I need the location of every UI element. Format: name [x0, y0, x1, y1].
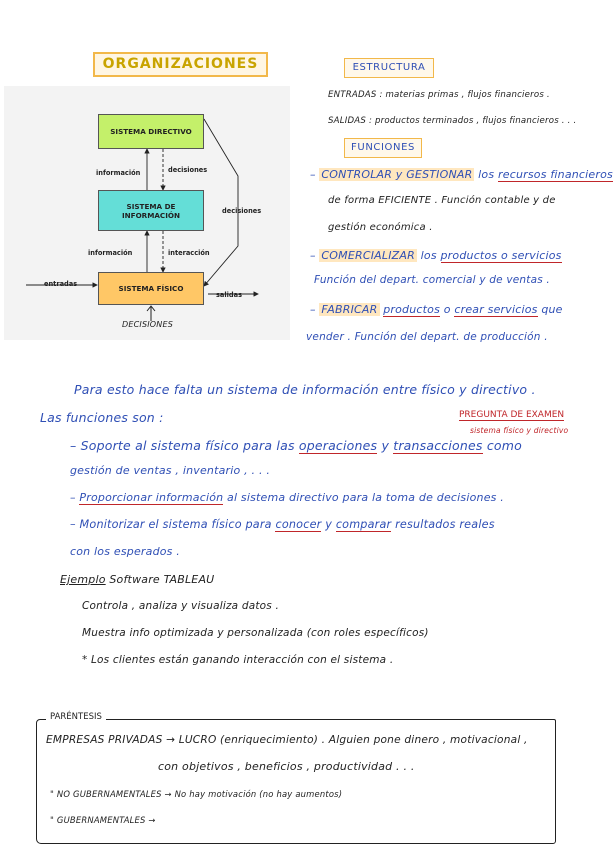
- funcion-1-line2: de forma EFICIENTE . Función contable y de: [328, 195, 556, 206]
- parentesis-title: PARÉNTESIS: [46, 712, 106, 722]
- funcion-3-highlight: FABRICAR: [321, 303, 378, 316]
- bullet-3-line1: – Monitorizar el sistema físico para conocer y comparar resultados reales: [70, 518, 495, 531]
- estructura-title: ESTRUCTURA: [344, 58, 434, 78]
- ejemplo-item-3: * Los clientes están ganando interacción con el sistema .: [82, 654, 394, 666]
- intro-text: Para esto hace falta un sistema de información entre físico y directivo .: [74, 382, 536, 397]
- funcion-2-highlight: COMERCIALIZAR: [321, 249, 415, 262]
- funcion-1-line1: – CONTROLAR y GESTIONAR los recursos financieros: [310, 168, 613, 181]
- organization-diagram: [4, 86, 290, 340]
- sistema-directivo-box: SISTEMA DIRECTIVO: [98, 114, 204, 149]
- bullet-3-line2: con los esperados .: [70, 545, 181, 558]
- funcion-2-line2: Función del depart. comercial y de ventas .: [314, 274, 550, 286]
- ejemplo-item-2: Muestra info optimizada y personalizada (con roles específicos): [82, 627, 429, 639]
- funcion-2-line1: – COMERCIALIZAR los productos o servicios: [310, 249, 562, 262]
- bullet-2: – Proporcionar información al sistema directivo para la toma de decisiones .: [70, 491, 504, 504]
- sistema-fisico-box: SISTEMA FÍSICO: [98, 272, 204, 305]
- salidas-text: SALIDAS : productos terminados , flujos financieros . . .: [328, 116, 577, 126]
- funcion-1-line3: gestión económica .: [328, 222, 433, 233]
- label-informacion-top: información: [96, 169, 141, 177]
- label-interaccion: interacción: [168, 249, 210, 257]
- label-decisiones-side: decisiones: [222, 207, 262, 215]
- funcion-3-line1: – FABRICAR productos o crear servicios que: [310, 303, 563, 316]
- funciones-title: FUNCIONES: [344, 138, 422, 158]
- label-salidas: salidas: [216, 291, 242, 299]
- label-entradas: entradas: [44, 280, 78, 288]
- funcion-1-highlight: CONTROLAR y GESTIONAR: [321, 168, 473, 181]
- parentesis-line-1: EMPRESAS PRIVADAS → LUCRO (enriquecimiento) . Alguien pone dinero , motivacional ,: [46, 734, 528, 746]
- funcion-1-underlined: recursos financieros: [498, 168, 613, 181]
- bullet-1-line1: – Soporte al sistema físico para las operaciones y transacciones como: [70, 438, 522, 453]
- label-decisiones-top: decisiones: [168, 166, 208, 174]
- arrow-decisiones-side: [204, 119, 238, 286]
- bullet-1-line2: gestión de ventas , inventario , . . .: [70, 464, 271, 477]
- ejemplo-line: Ejemplo Software TABLEAU: [60, 573, 215, 586]
- exam-subtitle: sistema físico y directivo: [470, 426, 569, 435]
- handwritten-decisiones: DECISIONES: [122, 320, 174, 329]
- funciones-son: Las funciones son :: [40, 410, 164, 425]
- sistema-informacion-box: SISTEMA DE INFORMACIÓN: [98, 190, 204, 231]
- entradas-text: ENTRADAS : materias primas , flujos financieros .: [328, 90, 550, 100]
- parentesis-line-3: " NO GUBERNAMENTALES → No hay motivación (no hay aumentos): [50, 789, 343, 799]
- ejemplo-item-1: Controla , analiza y visualiza datos .: [82, 600, 280, 612]
- parentesis-line-2: con objetivos , beneficios , productividad . . .: [158, 760, 415, 773]
- label-informacion-mid: información: [88, 249, 133, 257]
- page-title: ORGANIZACIONES: [93, 52, 268, 77]
- parentesis-line-4: " GUBERNAMENTALES →: [50, 815, 156, 825]
- exam-title: PREGUNTA DE EXAMEN: [459, 410, 565, 420]
- funcion-2-underlined: productos o servicios: [440, 249, 562, 262]
- funcion-3-line2: vender . Función del depart. de producción .: [306, 331, 548, 343]
